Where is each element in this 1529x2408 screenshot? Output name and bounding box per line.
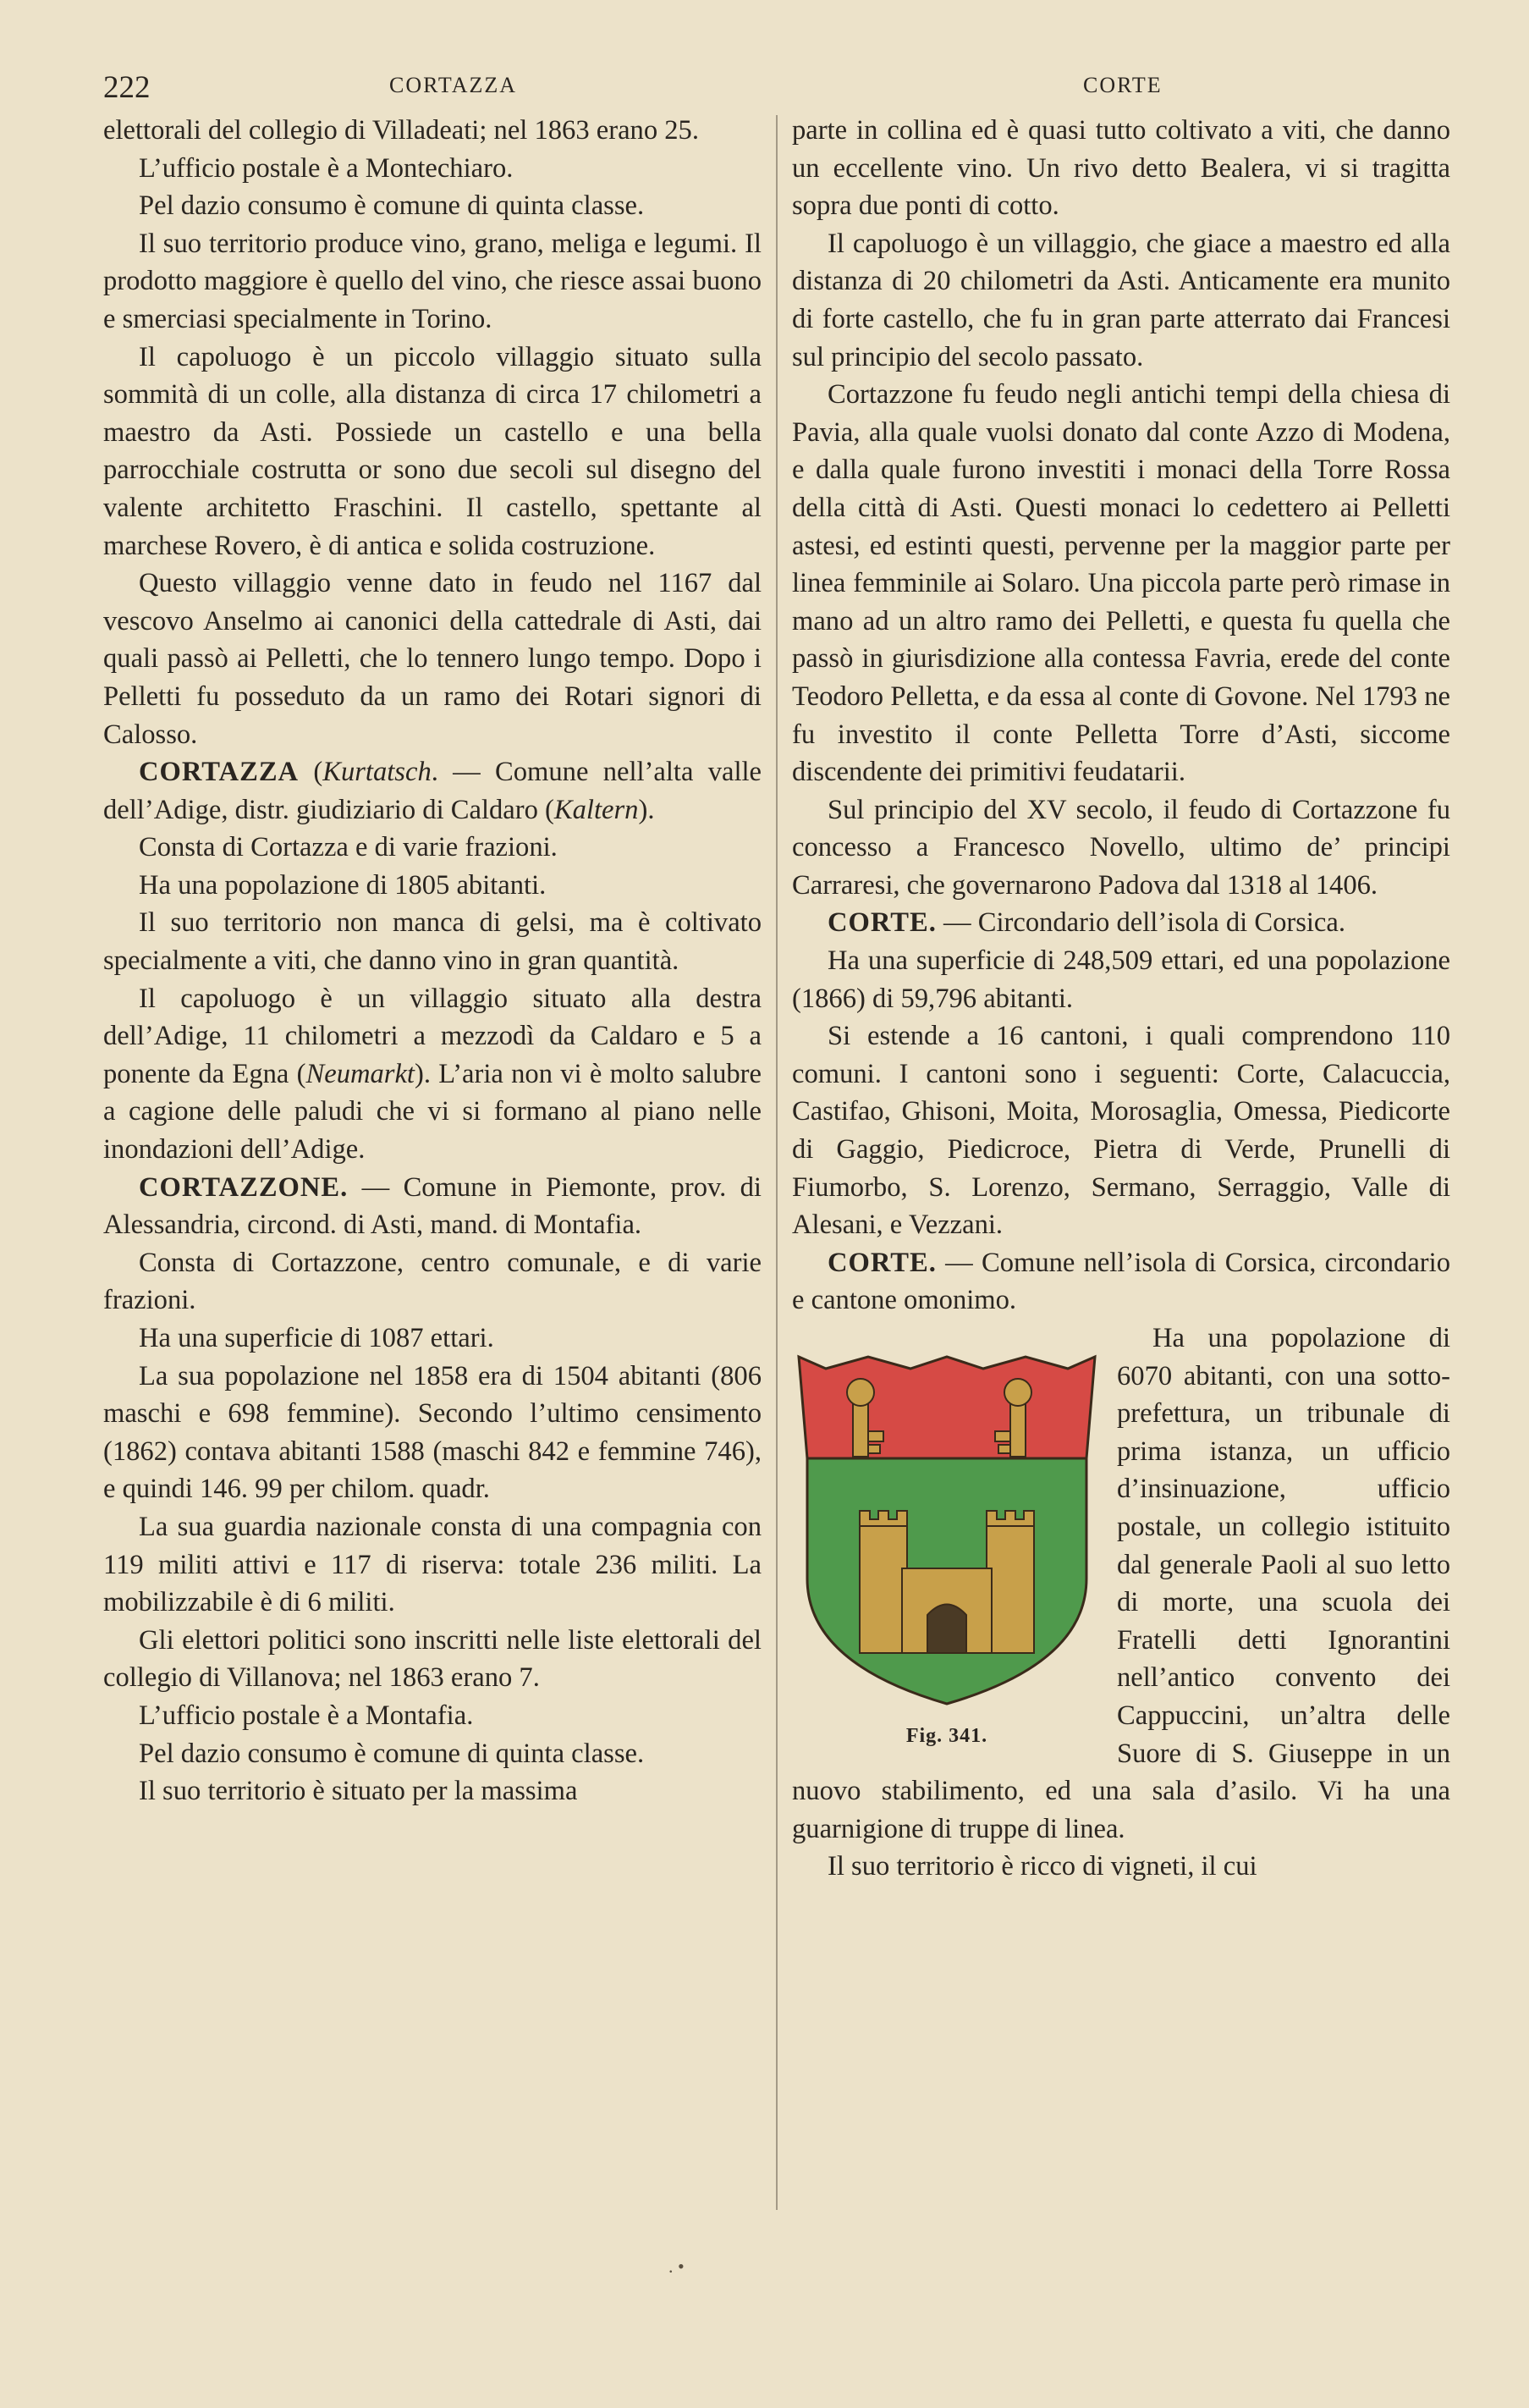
paragraph: elettorali del collegio di Villadeati; nel 1863 erano 25.: [103, 115, 699, 146]
entry-text: — Comune in Piemonte, prov. di Alessandria, circond. di Asti, mand. di Montafia.: [103, 1171, 762, 1241]
entry-heading: CORTE.: [828, 1247, 937, 1278]
paragraph: parte in collina ed è quasi tutto coltivato a viti, che danno un eccellente vino. Un rivo detto Bealera, vi si tragitta sopra due ponti di cotto.: [792, 115, 1450, 222]
german-name: Kurtatsch: [322, 757, 432, 788]
paragraph: La sua popolazione nel 1858 era di 1504 abitanti (806 maschi e 698 femmine). Secondo l’ultimo censimento (1862) contava abitanti 1588 (maschi 842 e femmine 746), e quindi 146. 99 per chilom. quadr.: [103, 1360, 762, 1505]
paragraph: Ha una superficie di 248,509 ettari, ed una popolazione (1866) di 59,796 abitanti.: [792, 945, 1450, 1014]
paragraph: Pel dazio consumo è comune di quinta classe.: [139, 190, 645, 222]
entry-corte-circondario: [792, 904, 1450, 942]
paragraph: L’ufficio postale è a Montafia.: [139, 1700, 474, 1731]
paragraph: [103, 980, 762, 1169]
entry-cortazzone: [103, 1169, 762, 1244]
entry-corte-comune: [792, 1244, 1450, 1320]
paragraph: Il capoluogo è un piccolo villaggio situato sulla sommità di un colle, alla distanza di circa 17 chilometri a maestro da Asti. Possiede un castello e una bella parrocchiale costrutta or sono due secoli sul disegno del valente architetto Fraschini. Il castello, spettante al marchese Rovero, è di antica e solida costruzione.: [103, 341, 762, 561]
coat-of-arms-shield: [792, 1331, 1102, 1712]
entry-text: — Circondario dell’isola di Corsica.: [936, 907, 1345, 939]
entry-heading: CORTAZZONE.: [139, 1171, 349, 1203]
entry-cortazza: CORTAZZA (Kurtatsch. — Comune nell’alta valle dell’Adige, distr. giudiziario di Caldaro (Kaltern).: [103, 757, 762, 825]
paragraph: Il suo territorio produce vino, grano, meliga e legumi. Il prodotto maggiore è quello del vino, che riesce assai buono e smerciasi specialmente in Torino.: [103, 228, 762, 334]
paragraph: Ha una popolazione di 6070 abitanti, con una sotto-prefettura, un tribunale di prima istanza, un ufficio d’insinuazione, ufficio postale, un collegio istituito dal generale Paoli al suo letto di morte, una scuola dei Fratelli detti Ignorantini nell’antico convento dei Cappuccini, un’altra delle Suore di S. Giuseppe in un nuovo stabilimento, ed una sala d’asilo. Vi ha una guarnigione di truppe di linea.: [792, 1323, 1450, 1844]
entry-text: — Comune nell’isola di Corsica, circondario e cantone omonimo.: [792, 1247, 1450, 1316]
paragraph: Il capoluogo è un villaggio, che giace a maestro ed alla distanza di 20 chilometri da Asti. Anticamente era munito di forte castello, che fu in gran parte atterrato dai Francesi sul principio del secolo passato.: [792, 228, 1450, 372]
paragraph: Consta di Cortazzone, centro comunale, e di varie frazioni.: [103, 1247, 762, 1316]
paragraph: Il suo territorio è ricco di vigneti, il cui: [828, 1851, 1257, 1882]
right-column: [792, 112, 1450, 1886]
column-divider: [776, 115, 778, 2210]
paragraph: Il suo territorio non manca di gelsi, ma è coltivato specialmente a viti, che danno vino in gran quantità.: [103, 907, 762, 977]
right-running-title: CORTE: [1083, 73, 1163, 97]
entry-text: ).: [638, 794, 655, 825]
paragraph: Pel dazio consumo è comune di quinta classe.: [139, 1738, 645, 1769]
running-head: [0, 69, 1529, 103]
shield-red-chief: [799, 1357, 1095, 1458]
paragraph: Sul principio del XV secolo, il feudo di Cortazzone fu concesso a Francesco Novello, ultimo de’ principi Carraresi, che governarono Padova dal 1318 al 1406.: [792, 794, 1450, 901]
footer-mark: . •: [668, 2256, 685, 2277]
german-name: Neumarkt: [305, 1058, 415, 1089]
left-running-title: CORTAZZA: [389, 73, 518, 97]
entry-text: . — Comune nell’alta valle dell’Adige, distr. giudiziario di Caldaro (: [103, 757, 762, 825]
paragraph: Consta di Cortazza e di varie frazioni.: [139, 832, 558, 863]
paragraph: Si estende a 16 cantoni, i quali comprendono 110 comuni. I cantoni sono i seguenti: Corte, Calacuccia, Castifao, Ghisoni, Moita, Morosaglia, Omessa, Piedicorte di Gaggio, Piedicroce, Pietra di Verde, Prunelli di Fiumorbo, S. Lorenzo, Sermano, Serraggio, Valle di Alesani, e Vezzani.: [792, 1021, 1450, 1241]
german-name: Kaltern: [553, 794, 639, 825]
paragraph: Ha una superficie di 1087 ettari.: [139, 1323, 494, 1353]
text-run: ). L’aria non vi è molto salubre a cagione delle paludi che vi si formano al piano nelle inondazioni dell’Adige.: [103, 1058, 762, 1165]
entry-heading: CORTE.: [828, 907, 937, 939]
entry-heading: CORTAZZA: [139, 757, 300, 788]
paragraph: Ha una popolazione di 1805 abitanti.: [139, 869, 547, 901]
paragraph: Il suo territorio è situato per la massima: [139, 1776, 578, 1807]
paragraph: La sua guardia nazionale consta di una compagnia con 119 militi attivi e 117 di riserva: totale 236 militi. La mobilizzabile è di 6 militi.: [103, 1511, 762, 1618]
text-run: Il capoluogo è un villaggio situato alla destra dell’Adige, 11 chilometri a mezzodì da Caldaro e 5 a ponente da Egna (: [103, 983, 762, 1089]
paragraph: Gli elettori politici sono inscritti nelle liste elettorali del collegio di Villanova; nel 1863 erano 7.: [103, 1624, 762, 1694]
figure-coat-of-arms: [792, 1331, 1102, 1772]
figure-caption: Fig. 341.: [905, 1725, 988, 1747]
paragraph: Questo villaggio venne dato in feudo nel 1167 dal vescovo Anselmo ai canonici della cattedrale di Asti, dai quali passò ai Pelletti, che lo tennero lungo tempo. Dopo i Pelletti fu posseduto da un ramo dei Rotari signori di Calosso.: [103, 568, 762, 750]
paragraph: Cortazzone fu feudo negli antichi tempi della chiesa di Pavia, alla quale vuolsi donato dal conte Azzo di Modena, e dalla quale furono investiti i monaci della Torre Rossa della città di Asti. Questi monaci lo cedettero ai Pelletti astesi, ed estinti questi, pervenne per la maggior parte per linea femminile ai Solaro. Una piccola parte però rimase in mano ad un altro ramo dei Pelletti, e questa fu quella che passò in giurisdizione alla contessa Favria, erede del conte Teodoro Pelletta, e da essa al conte di Govone. Nel 1793 ne fu investito il conte Pelletta Torre d’Asti, siccome discendente dei primitivi feudatarii.: [792, 379, 1450, 788]
page-number: 222: [103, 70, 151, 105]
left-column: [103, 112, 762, 1810]
paragraph: L’ufficio postale è a Montechiaro.: [139, 152, 514, 184]
